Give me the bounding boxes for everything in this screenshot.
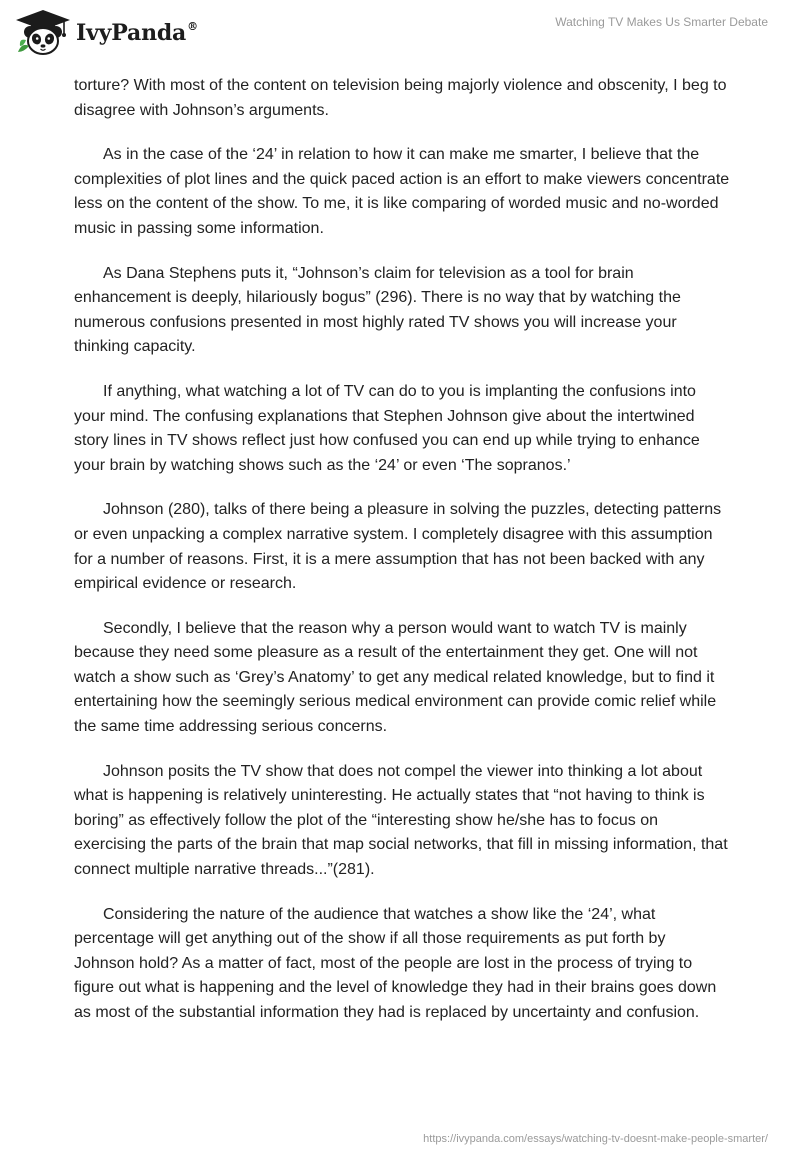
panda-graduation-cap-icon <box>14 8 72 56</box>
paragraph: Johnson posits the TV show that does not compel the viewer into thinking a lot about what is happening is relatively uninteresting. He actually states that “not having to think is boring” as effectively follow the plot of the “interesting show he/she has to focus on exercising the parts of the brain that map social networks, that fill in missing information, that connect multiple narrative threads...”(281). <box>74 762 728 879</box>
paragraph: As Dana Stephens puts it, “Johnson’s claim for television as a tool for brain enhancement is deeply, hilariously bogus” (296). There is no way that by watching the numerous confusions presented in most highly rated TV shows you will increase your thinking capacity. <box>74 264 681 356</box>
brand-logo[interactable] <box>14 8 198 56</box>
registered-mark: ® <box>187 20 198 33</box>
paragraph-continuation: torture? With most of the content on television being majorly violence and obscenity, I beg to disagree with Johnson’s arguments. <box>74 77 727 119</box>
essay-body <box>74 74 730 1046</box>
document-title: Watching TV Makes Us Smarter Debate <box>555 15 768 29</box>
paragraph: As in the case of the ‘24’ in relation to how it can make me smarter, I believe that the complexities of plot lines and the quick paced action is an effort to make viewers concentrate less on the content of the show. To me, it is like comparing of worded music and no-worded music in passing some information. <box>74 146 730 237</box>
page-header <box>0 0 800 70</box>
paragraph: Secondly, I believe that the reason why a person would want to watch TV is mainly because they need some pleasure as a result of the entertainment they get. One will not watch a show such as ‘Grey’s Anatomy’ to get any medical related knowledge, but to find it entertaining how the seemingly serious medical environment can provide comic relief while the same time addressing serious concerns. <box>74 619 717 736</box>
paragraph: If anything, what watching a lot of TV can do to you is implanting the confusions into your mind. The confusing explanations that Stephen Johnson give about the intertwined story lines in TV shows reflect just how confused you can end up while trying to enhance your brain by watching shows such as the ‘24’ or even ‘The sopranos.’ <box>74 382 700 474</box>
brand-name: IvyPanda® <box>76 20 198 46</box>
paragraph: Johnson (280), talks of there being a pleasure in solving the puzzles, detecting patterns or even unpacking a complex narrative system. I completely disagree with this assumption for a number of reasons. First, it is a mere assumption that has not been backed with any empirical evidence or research. <box>74 501 722 593</box>
source-url[interactable]: https://ivypanda.com/essays/watching-tv-doesnt-make-people-smarter/ <box>423 1133 768 1145</box>
paragraph: Considering the nature of the audience that watches a show like the ‘24’, what percentage will get anything out of the show if all those requirements as put forth by Johnson hold? As a matter of fact, most of the people are lost in the process of trying to figure out what is happening and the level of knowledge they had in their brains goes down as most of the substantial information they had is replaced by uncertainty and confusion. <box>74 905 717 1021</box>
